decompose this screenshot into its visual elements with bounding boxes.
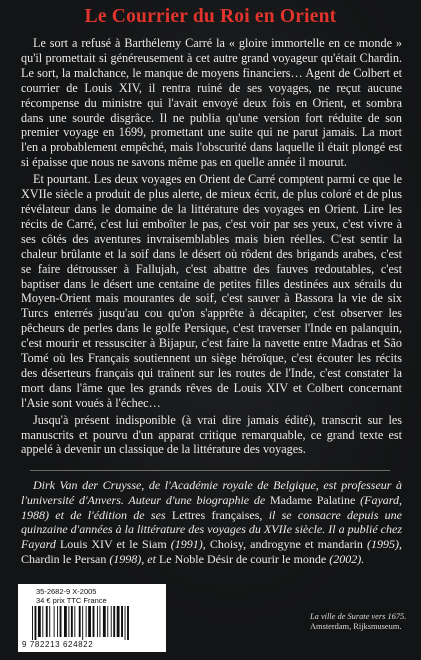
caption-line-2: Amsterdam, Rijksmuseum. bbox=[310, 622, 402, 632]
caption-line-1: La ville de Surate vers 1675. bbox=[310, 612, 407, 621]
price-label: 34 € prix TTC France bbox=[36, 596, 107, 605]
image-caption bbox=[310, 612, 415, 633]
blurb-paragraph-2: Et pourtant. Les deux voyages en Orient de Carré comptent parmi ce que le XVIIe siècle a produit de plus alerte, de mieux écrit, de plus coloré et de plus révélateur dans le domaine de la littérature des voyages en Orient. Lire les récits de Carré, c'est lui emboîter le pas, c'est voir par ses yeux, c'est vivre à ses côtés des aventures invraisemblables mais bien réelles. C'est sentir la chaleur brûlante et la soif dans le désert où rôdent des brigands arabes, c'est se faire détrousser à Fallujah, c'est abattre des fauves redoutables, c'est baptiser dans le désert une centaine de petites filles destinées aux sérails du Moyen-Orient mais mourantes de soif, c'est sauver à Bassora la vie de six Turcs enterrés jusqu'au cou qu'on s'apprête à décapiter, c'est observer les pêcheurs de perles dans le golfe Persique, c'est traverser l'Inde en palanquin, c'est mourir et ressusciter à Bijapur, c'est faire la navette entre Madras et São Tomé où les Français soutiennent un siège héroïque, c'est écouter les récits des déserteurs français qui traînent sur les routes de l'Inde, c'est constater la mort dans l'âme que les grands rêves de Louis XIV et Colbert concernant l'Asie sont voués à l'échec… bbox=[21, 172, 402, 410]
blurb-paragraph-1: Le sort a refusé à Barthélemy Carré la « gloire immortelle en ce monde » qu'il promettait si généreusement à cet autre grand voyageur qu'était Chardin. Le sort, la malchance, le manque de moyens financiers… Agent de Colbert et courrier de Louis XIV, il rentra ruiné de ses voyages, ne reçut aucune récompense du ministre qui l'avait envoyé deux fois en Orient, et sombra dans une sourde disgrâce. Il ne publia qu'une version fort réduite de son premier voyage en 1699, promettant une suite qui ne parut jamais. La mort l'en a probablement empêché, mais l'obscurité dans laquelle il était plongé est si épaisse que nous ne savons même pas en quelle année il mourut. bbox=[21, 36, 402, 170]
barcode-digits: 9 782213 624822 bbox=[22, 640, 94, 649]
blurb bbox=[21, 36, 402, 459]
barcode-bars-icon bbox=[32, 606, 154, 640]
author-bio: Dirk Van der Cruysse, de l'Académie royale de Belgique, est professeur à l'université d'Anvers. Auteur d'une biographie de Madame Palatine (Fayard, 1988) et de l'édition de ses Lettres françaises, il se consacre depuis une quinzaine d'années à la littérature des voyages du XVIIe siècle. Il a publié chez Fayard Louis XIV et le Siam (1991), Choisy, androgyne et mandarin (1995), Chardin le Persan (1998), et Le Noble Désir de courir le monde (2002). bbox=[21, 478, 402, 566]
blurb-paragraph-3: Jusqu'à présent indisponible (à vrai dire jamais édité), transcrit sur les manuscrits et pourvu d'un apparat critique remarquable, ce grand texte est appelé à devenir un classique de la littérature des voyages. bbox=[21, 412, 402, 457]
cover-title: Le Courrier du Roi en Orient bbox=[84, 6, 337, 27]
divider bbox=[30, 470, 390, 471]
barcode-label bbox=[18, 584, 166, 652]
barcode-code: 35-2682-9 X-2005 bbox=[36, 587, 97, 596]
